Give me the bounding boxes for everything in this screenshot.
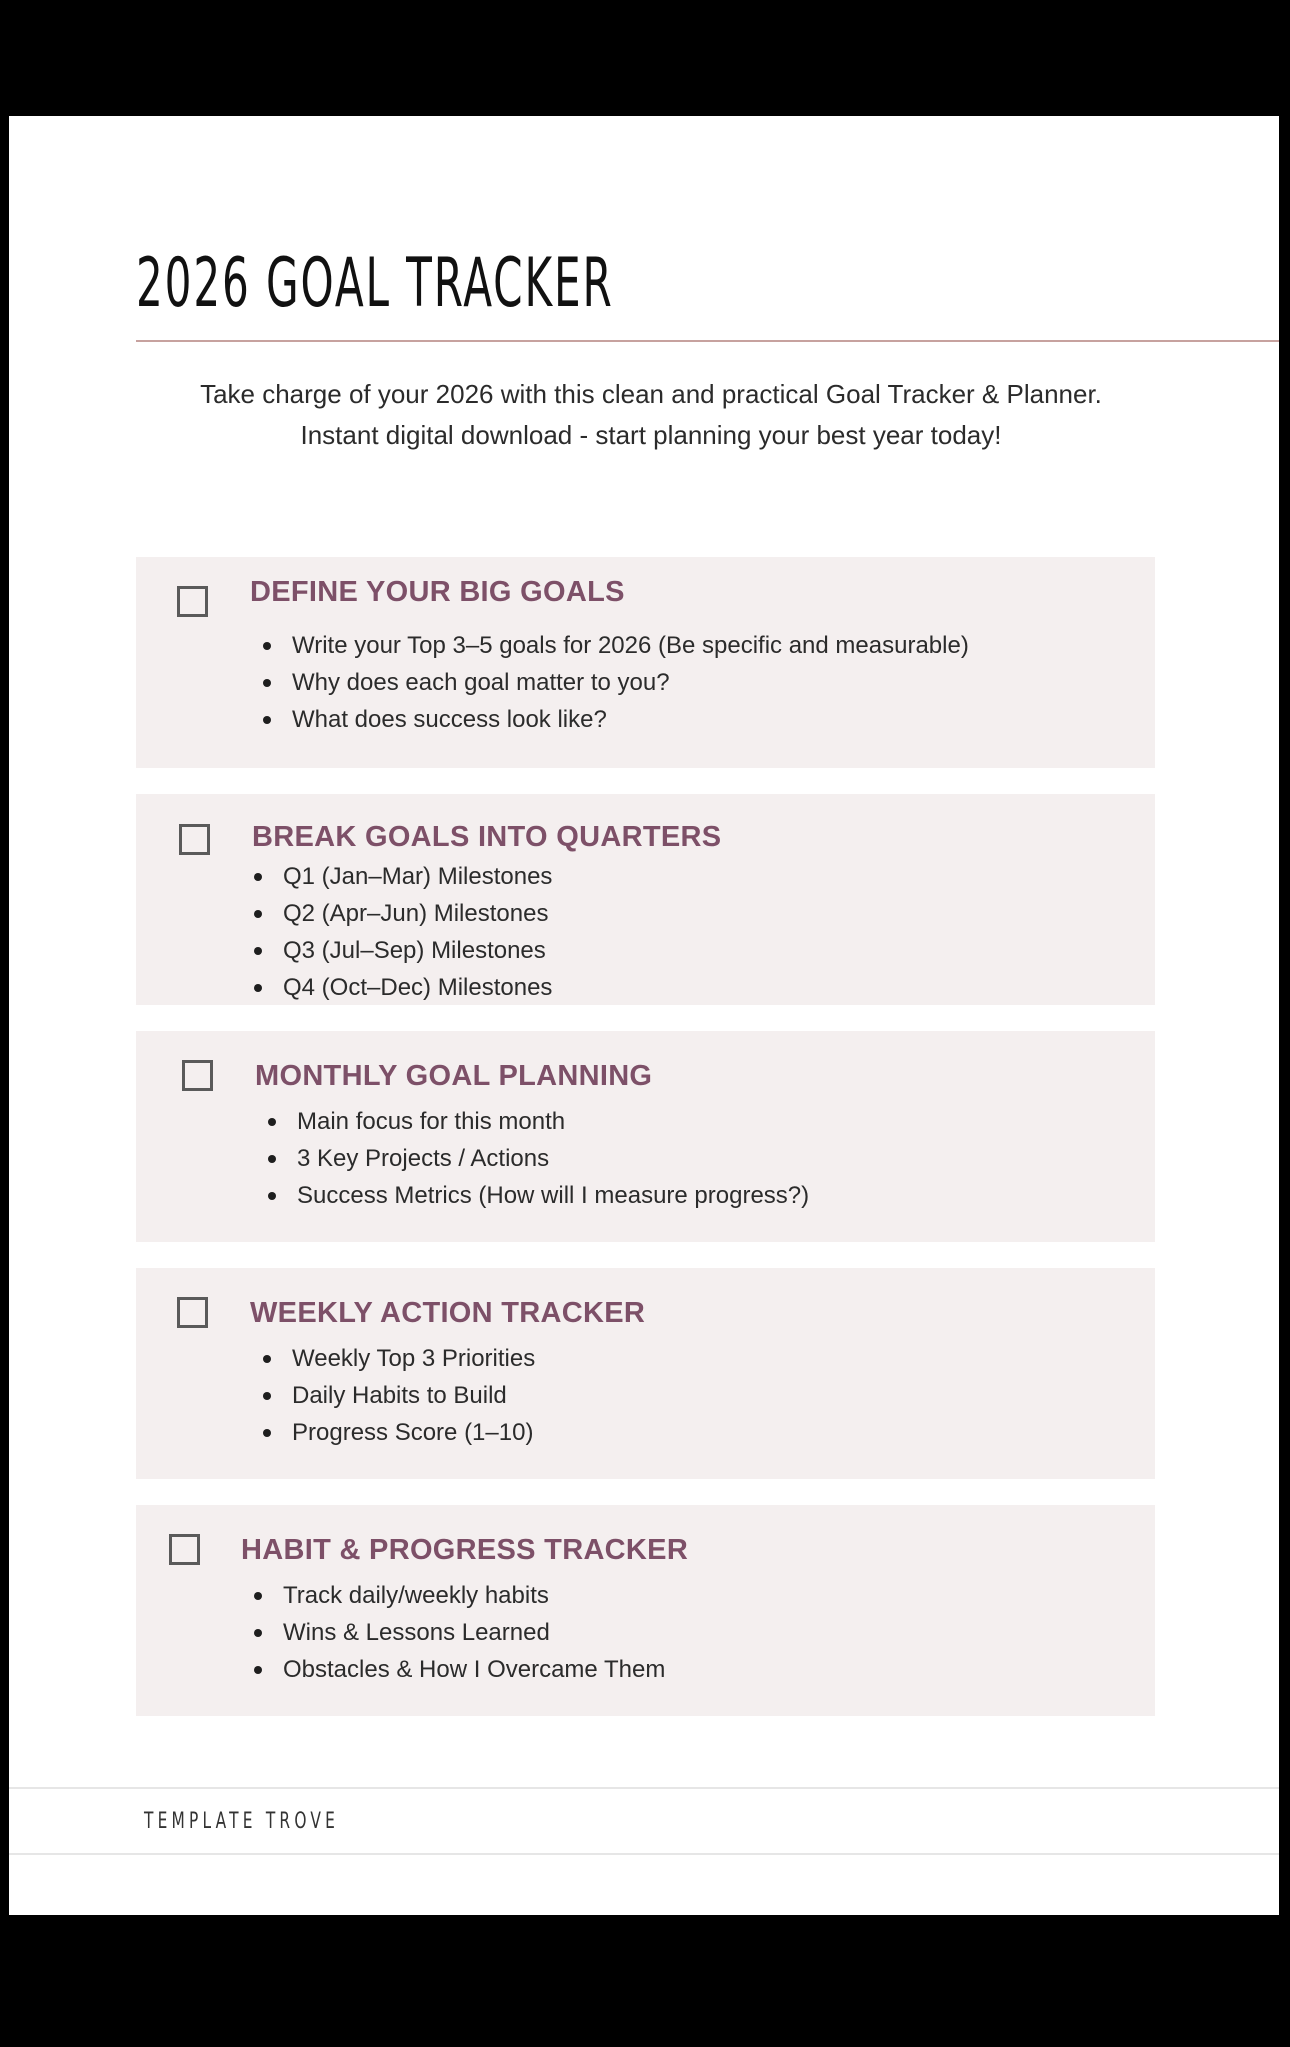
section-list xyxy=(260,1340,535,1451)
section-title: WEEKLY ACTION TRACKER xyxy=(250,1297,646,1329)
list-item: Main focus for this month xyxy=(265,1103,809,1140)
section-title: MONTHLY GOAL PLANNING xyxy=(255,1060,653,1092)
list-item: Q3 (Jul–Sep) Milestones xyxy=(251,932,552,969)
footer-divider-top xyxy=(9,1787,1279,1789)
section-card-monthly xyxy=(136,1031,1155,1242)
list-item: Progress Score (1–10) xyxy=(260,1414,535,1451)
list-item: What does success look like? xyxy=(260,701,969,738)
section-checkbox[interactable] xyxy=(177,1297,208,1328)
list-item: Weekly Top 3 Priorities xyxy=(260,1340,535,1377)
title-divider xyxy=(136,340,1279,342)
list-item: Daily Habits to Build xyxy=(260,1377,535,1414)
section-list xyxy=(265,1103,809,1214)
footer-divider-bottom xyxy=(9,1853,1279,1855)
list-item: Track daily/weekly habits xyxy=(251,1577,665,1614)
list-item: Wins & Lessons Learned xyxy=(251,1614,665,1651)
section-card-quarters xyxy=(136,794,1155,1005)
section-list xyxy=(251,858,552,1006)
section-list xyxy=(260,627,969,738)
section-title: BREAK GOALS INTO QUARTERS xyxy=(252,821,722,853)
list-item: Q1 (Jan–Mar) Milestones xyxy=(251,858,552,895)
intro-text xyxy=(69,374,1233,456)
list-item: Write your Top 3–5 goals for 2026 (Be specific and measurable) xyxy=(260,627,969,664)
section-checkbox[interactable] xyxy=(169,1534,200,1565)
list-item: Why does each goal matter to you? xyxy=(260,664,969,701)
section-checkbox[interactable] xyxy=(182,1060,213,1091)
section-title: DEFINE YOUR BIG GOALS xyxy=(250,576,625,608)
section-card-define-goals xyxy=(136,557,1155,768)
footer-brand: TEMPLATE TROVE xyxy=(144,1809,340,1834)
list-item: 3 Key Projects / Actions xyxy=(265,1140,809,1177)
list-item: Q2 (Apr–Jun) Milestones xyxy=(251,895,552,932)
intro-line: Take charge of your 2026 with this clean and practical Goal Tracker & Planner. xyxy=(200,379,1102,409)
document-page xyxy=(9,116,1279,1915)
section-card-habit xyxy=(136,1505,1155,1716)
section-card-weekly xyxy=(136,1268,1155,1479)
intro-line: Instant digital download - start planning your best year today! xyxy=(300,420,1002,450)
page-title: 2026 GOAL TRACKER xyxy=(136,244,614,323)
section-checkbox[interactable] xyxy=(177,586,208,617)
section-checkbox[interactable] xyxy=(179,824,210,855)
section-title: HABIT & PROGRESS TRACKER xyxy=(241,1534,689,1566)
list-item: Q4 (Oct–Dec) Milestones xyxy=(251,969,552,1006)
list-item: Success Metrics (How will I measure progress?) xyxy=(265,1177,809,1214)
list-item: Obstacles & How I Overcame Them xyxy=(251,1651,665,1688)
section-list xyxy=(251,1577,665,1688)
